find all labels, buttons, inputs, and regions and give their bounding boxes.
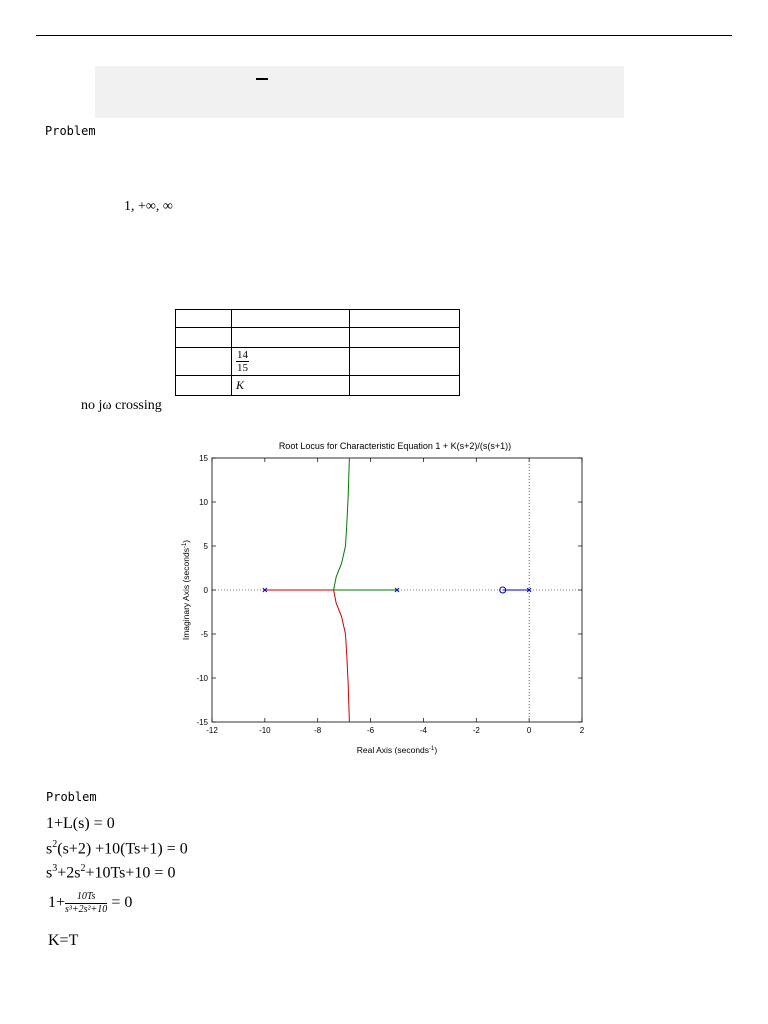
y-tick-label: -5 bbox=[200, 630, 208, 639]
x-axis-label-sup: -1 bbox=[429, 746, 435, 752]
y-axis-label: Imaginary Axis (seconds$^{-1}$) bbox=[181, 539, 191, 641]
eq2-rest: (s+2) +10(Ts+1) = 0 bbox=[57, 840, 188, 858]
equation-3 bbox=[46, 863, 175, 882]
y-tick-label: 0 bbox=[203, 586, 208, 595]
values-line: 1, +∞, ∞ bbox=[124, 199, 173, 214]
y-tick-label: 10 bbox=[199, 498, 208, 507]
x-tick-label: -10 bbox=[259, 726, 271, 735]
x-tick-label: 2 bbox=[579, 726, 585, 735]
y-tick-label: -15 bbox=[196, 718, 208, 727]
x-axis-label: Real Axis (seconds$^{-1}$) bbox=[356, 745, 438, 755]
no-crossing-note: no jω crossing bbox=[81, 398, 162, 413]
y-tick-label: -10 bbox=[196, 674, 208, 683]
eq2-exponent: 2 bbox=[52, 839, 58, 850]
y-tick-label: 15 bbox=[199, 454, 208, 463]
equation-5: K=T bbox=[48, 932, 79, 949]
fraction-denominator: 15 bbox=[237, 361, 248, 374]
eq4-denominator: s³+2s²+10 bbox=[65, 904, 108, 915]
equation-4 bbox=[48, 891, 132, 916]
x-tick-label: -8 bbox=[314, 726, 322, 735]
eq4-numerator: 10Ts bbox=[65, 891, 107, 904]
header-rule bbox=[36, 35, 732, 36]
problem-heading-2: Problem bbox=[46, 790, 97, 804]
eq3-part-b: +2s bbox=[57, 864, 81, 882]
eq4-fraction bbox=[65, 891, 107, 916]
overbar-mark bbox=[256, 78, 268, 80]
problem-heading-1: Problem bbox=[45, 124, 96, 138]
eq3-part-c: +10Ts+10 = 0 bbox=[85, 864, 176, 882]
eq4-suffix: = 0 bbox=[111, 894, 133, 912]
eq3-part-a: s bbox=[46, 864, 53, 882]
x-tick-label: -6 bbox=[367, 726, 375, 735]
chart-title: Root Locus for Characteristic Equation 1 + K(s+2)/(s(s+1)) bbox=[278, 441, 512, 451]
locus-branch-3 bbox=[334, 458, 350, 590]
locus-branch-4 bbox=[334, 590, 350, 722]
eq3-exponent-1: 3 bbox=[52, 863, 58, 874]
eq3-exponent-2: 2 bbox=[80, 863, 86, 874]
routh-table bbox=[175, 309, 460, 396]
x-tick-label: -12 bbox=[206, 726, 218, 735]
eq4-prefix: 1+ bbox=[48, 894, 66, 912]
equation-2 bbox=[46, 839, 188, 858]
y-axis-label-sup: -1 bbox=[182, 542, 188, 549]
shaded-equation-box bbox=[95, 66, 624, 118]
root-locus-chart bbox=[170, 435, 600, 765]
x-tick-label: -4 bbox=[419, 726, 427, 735]
x-tick-label: 0 bbox=[526, 726, 532, 735]
routh-fraction bbox=[236, 349, 249, 374]
x-tick-label: -2 bbox=[472, 726, 480, 735]
routh-k-value: K bbox=[236, 378, 245, 392]
fraction-numerator: 14 bbox=[237, 348, 248, 361]
equation-1: 1+L(s) = 0 bbox=[46, 815, 115, 832]
eq2-base: s bbox=[46, 840, 53, 858]
x-ticks bbox=[203, 458, 585, 735]
y-tick-label: 5 bbox=[203, 542, 208, 551]
